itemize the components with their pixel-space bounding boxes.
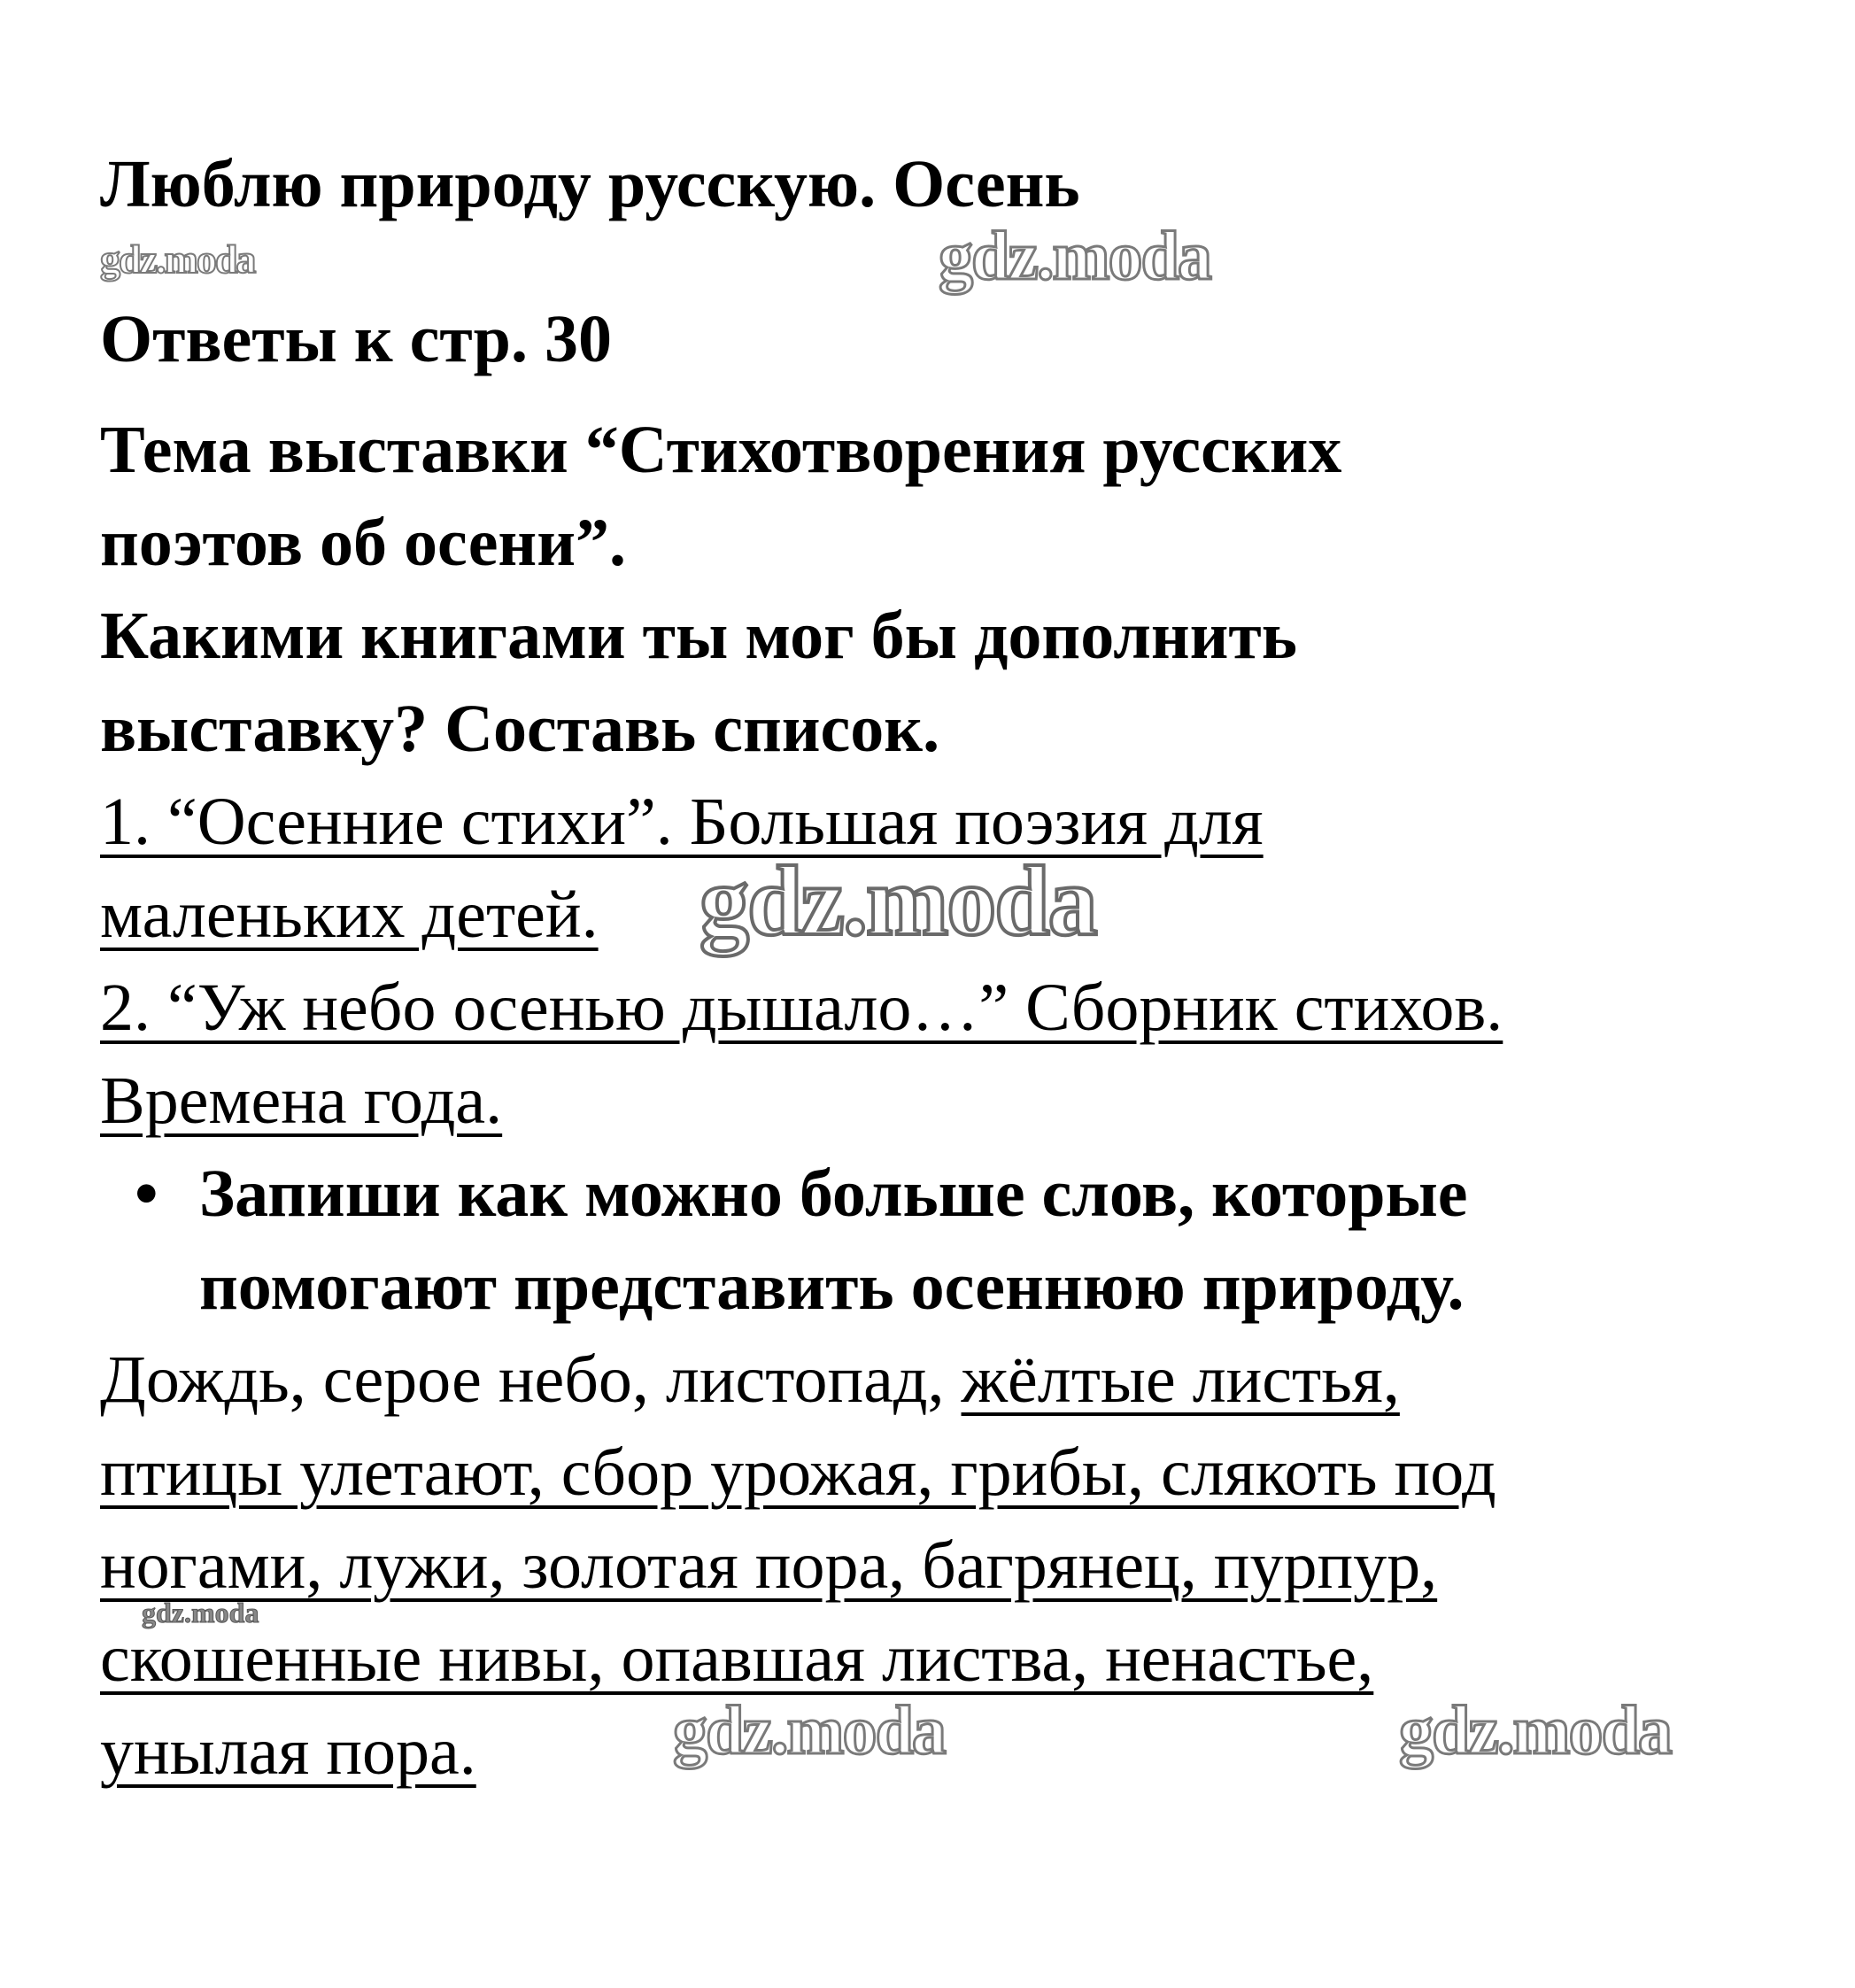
watermark: gdz.moda	[142, 1597, 259, 1628]
bullet-icon: •	[135, 1156, 158, 1231]
question-line: выставку? Составь список.	[100, 692, 940, 766]
watermark: gdz.moda	[100, 236, 255, 282]
answer-text: Дождь, серое небо, листопад,	[100, 1342, 962, 1417]
watermark: gdz.moda	[939, 217, 1210, 294]
page-title: Люблю природу русскую. Осень	[100, 147, 1080, 221]
answer-text-underlined: жёлтые листья,	[961, 1342, 1400, 1417]
question-line: Запиши как можно больше слов, которые	[199, 1156, 1468, 1231]
question-line: Тема выставки “Стихотворения русских	[100, 413, 1342, 487]
answer-line: унылая пора.	[100, 1714, 476, 1789]
answer-line: птицы улетают, сбор урожая, грибы, слякоть под	[100, 1435, 1496, 1510]
answer-line	[100, 1342, 1400, 1417]
answer-line: маленьких детей.	[100, 878, 599, 952]
answer-line: ногами, лужи, золотая пора, багрянец, пурпур,	[100, 1528, 1438, 1603]
answer-line: Времена года.	[100, 1064, 503, 1138]
question-line: Какими книгами ты мог бы дополнить	[100, 599, 1297, 673]
watermark: gdz.moda	[699, 847, 1096, 956]
watermark: gdz.moda	[1399, 1691, 1671, 1768]
answer-line: 1. “Осенние стихи”. Большая поэзия для	[100, 785, 1264, 859]
answer-line: 2. “Уж небо осенью дышало…” Сборник стихов.	[100, 971, 1503, 1045]
question-line: поэтов об осени”.	[100, 506, 627, 580]
page-subtitle: Ответы к стр. 30	[100, 302, 612, 376]
answer-line: скошенные нивы, опавшая листва, ненастье,	[100, 1621, 1374, 1696]
watermark: gdz.moda	[673, 1691, 945, 1768]
question-line: помогают представить осеннюю природу.	[199, 1249, 1465, 1324]
